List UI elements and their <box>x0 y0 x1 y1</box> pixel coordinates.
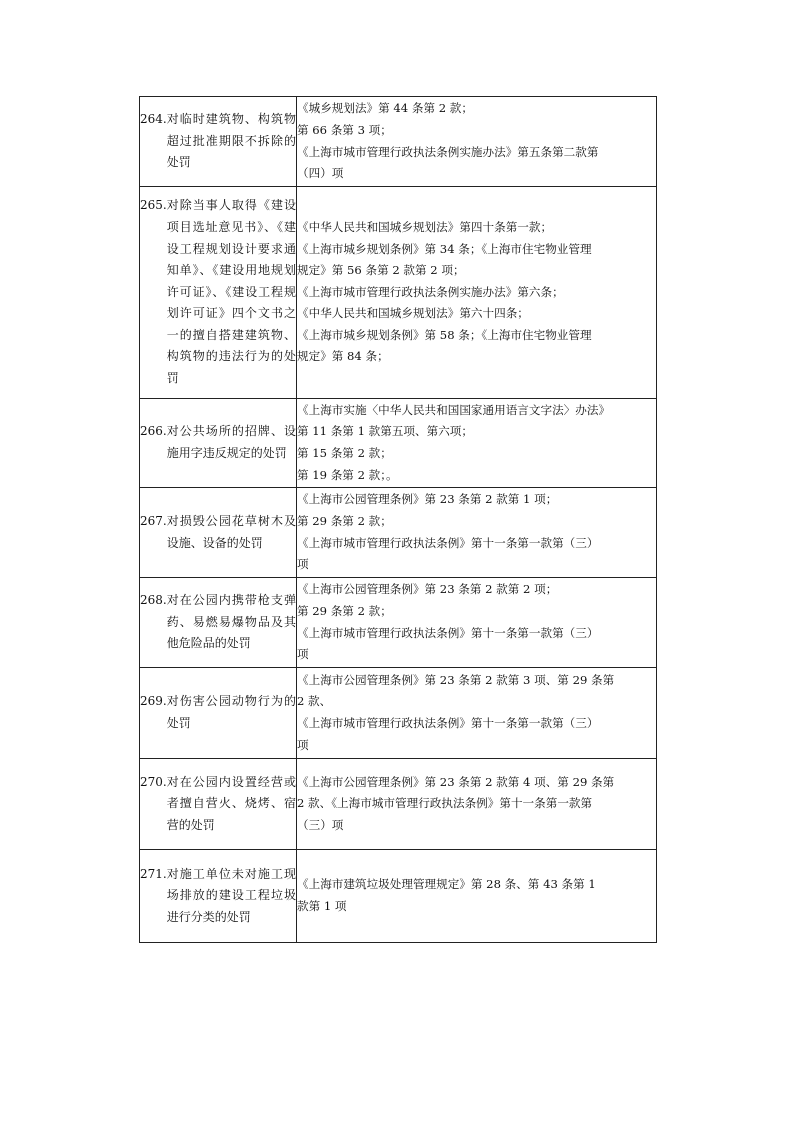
table-row <box>140 759 657 850</box>
basis-cell <box>297 488 657 578</box>
basis-line: 《上海市城乡规划条例》第 58 条；《上海市住宅物业管理 <box>297 327 592 342</box>
basis-cell <box>297 759 657 850</box>
table-row <box>140 187 657 399</box>
basis-line: 项 <box>297 647 309 662</box>
basis-line: （三）项 <box>297 817 344 832</box>
basis-line: 《上海市城市管理行政执法条例实施办法》第六条； <box>297 284 564 299</box>
basis-line: 规定》第 84 条； <box>297 349 389 364</box>
basis-line: 第 11 条第 1 款第五项、第六项； <box>297 424 473 439</box>
item-cell <box>140 578 297 668</box>
item-cell <box>140 850 297 943</box>
basis-line: 第 19 条第 2 款；。 <box>297 467 398 482</box>
table-row <box>140 850 657 943</box>
basis-cell <box>297 578 657 668</box>
basis-line: 《上海市城市管理行政执法条例》第十一条第一款第（三） <box>297 625 599 640</box>
item-text: 对施工单位未对施工现场排放的建设工程垃圾进行分类的处罚 <box>166 866 296 924</box>
enforcement-items-table <box>139 96 657 943</box>
item-text: 对公共场所的招牌、设施用字违反规定的处罚 <box>166 424 296 460</box>
item-number: 268. <box>140 593 167 608</box>
item-cell <box>140 399 297 488</box>
item-cell <box>140 97 297 187</box>
table-row <box>140 668 657 759</box>
item-number: 266. <box>140 424 167 439</box>
item-number: 271. <box>140 866 167 881</box>
item-text: 对除当事人取得《建设项目选址意见书》、《建设工程规划设计要求通知单》、《建设用地规划许可证》、《建设工程规划许可证》四个文书之一的擅自搭建建筑物、构筑物的违法行为的处罚 <box>166 198 296 386</box>
item-cell <box>140 759 297 850</box>
item-cell <box>140 187 297 399</box>
basis-line: 项 <box>297 557 309 572</box>
item-text: 对在公园内携带枪支弹药、易燃易爆物品及其他危险品的处罚 <box>166 593 296 651</box>
basis-line: （四）项 <box>297 166 344 181</box>
basis-line: 2 款、 <box>297 694 332 709</box>
basis-line: 规定》第 56 条第 2 款第 2 项； <box>297 263 465 278</box>
basis-line: 第 29 条第 2 款； <box>297 513 392 528</box>
item-number: 267. <box>140 513 167 528</box>
item-cell <box>140 488 297 578</box>
basis-line: 《上海市实施〈中华人民共和国国家通用语言文字法〉办法》 <box>297 402 611 417</box>
basis-line: 《上海市公园管理条例》第 23 条第 2 款第 4 项、第 29 条第 <box>297 774 615 789</box>
item-text: 对伤害公园动物行为的处罚 <box>166 694 296 730</box>
basis-line: 《上海市城市管理行政执法条例》第十一条第一款第（三） <box>297 716 599 730</box>
basis-cell <box>297 668 657 759</box>
basis-line: 第 29 条第 2 款； <box>297 603 392 618</box>
basis-line: 《中华人民共和国城乡规划法》第六十四条； <box>297 306 529 321</box>
basis-cell <box>297 399 657 488</box>
basis-line: 款第 1 项 <box>297 899 347 913</box>
basis-line: 《中华人民共和国城乡规划法》第四十条第一款； <box>297 219 553 234</box>
item-text: 对临时建筑物、构筑物超过批准期限不拆除的处罚 <box>166 112 296 170</box>
item-number: 265. <box>140 198 167 213</box>
basis-line: 《上海市城市管理行政执法条例》第十一条第一款第（三） <box>297 535 599 550</box>
item-text: 对损毁公园花草树木及设施、设备的处罚 <box>166 513 296 550</box>
basis-line: 第 66 条第 3 项； <box>297 122 392 137</box>
item-number: 269. <box>140 694 167 709</box>
table-row <box>140 399 657 488</box>
item-text: 对在公园内设置经营或者擅自营火、烧烤、宿营的处罚 <box>166 774 296 832</box>
basis-cell <box>297 187 657 399</box>
item-cell <box>140 668 297 759</box>
basis-line: 《上海市城乡规划条例》第 34 条；《上海市住宅物业管理 <box>297 241 592 256</box>
table-row <box>140 578 657 668</box>
basis-cell <box>297 850 657 943</box>
table-row <box>140 97 657 187</box>
table-row <box>140 488 657 578</box>
basis-line: 《上海市城市管理行政执法条例实施办法》第五条第二款第 <box>297 144 599 159</box>
basis-line: 项 <box>297 737 309 752</box>
basis-line: 《上海市公园管理条例》第 23 条第 2 款第 1 项； <box>297 492 558 507</box>
basis-line: 《上海市公园管理条例》第 23 条第 2 款第 3 项、第 29 条第 <box>297 672 615 687</box>
table-body <box>140 97 657 943</box>
item-number: 270. <box>140 774 167 789</box>
item-number: 264. <box>140 112 167 127</box>
basis-line: 《上海市公园管理条例》第 23 条第 2 款第 2 项； <box>297 582 558 597</box>
basis-line: 2 款、《上海市城市管理行政执法条例》第十一条第一款第 <box>297 796 593 811</box>
basis-line: 《上海市建筑垃圾处理管理规定》第 28 条、第 43 条第 1 <box>297 877 596 892</box>
basis-line: 第 15 条第 2 款； <box>297 446 392 460</box>
basis-cell <box>297 97 657 187</box>
basis-line: 《城乡规划法》第 44 条第 2 款； <box>297 101 473 116</box>
